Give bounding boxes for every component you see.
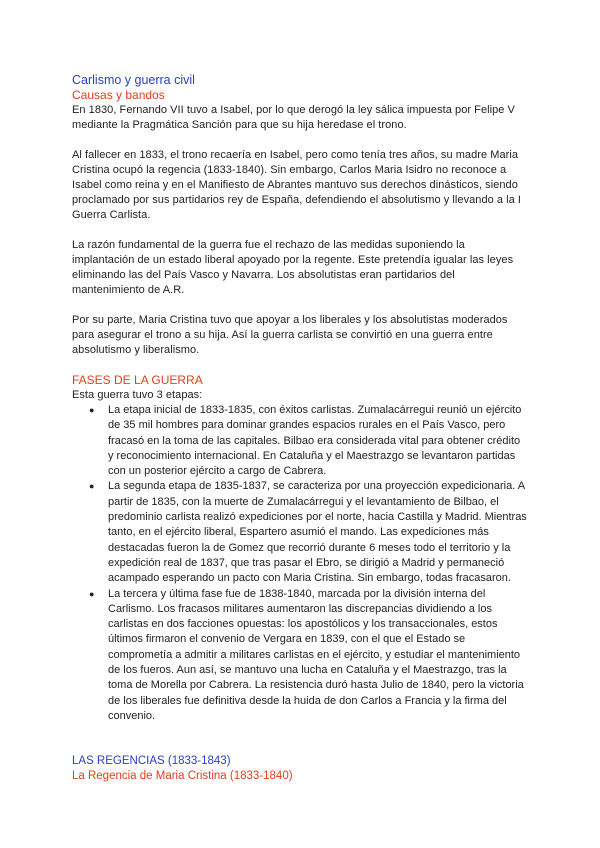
section-heading-causas: Causas y bandos	[72, 88, 165, 102]
subsection-heading-regencia: La Regencia de Maria Cristina (1833-1840)	[72, 770, 293, 783]
paragraph: En 1830, Fernando VII tuvo a Isabel, por lo que derogó la ley sálica impuesta por Felipe V mediante la Pragmática Sanción para que su hija heredase el trono.	[72, 104, 515, 131]
fases-intro: Esta guerra tuvo 3 etapas:	[72, 389, 203, 401]
paragraph: Por su parte, Maria Cristina tuvo que apoyar a los liberales y los absolutistas moderados para asegurar el trono a su hija. Así la guerra carlista se convirtió en una guerra entre absolutismo y liberalismo.	[72, 314, 508, 356]
bullet-icon: ●	[89, 588, 95, 599]
list-item-text: La tercera y última fase fue de 1838-1840, marcada por la división interna del Carlismo. Los fracasos militares aumentaron las discrepancias dividiendo a los carlistas en dos facciones opuestas: los apostólicos y los transaccionales, estos últimos firmaron el convenio de Vergara en 1839, con el que el Estado se comprometía a admitir a militares carlistas en el ejército, y estudiar el mantenimiento de los fueros. Aun así, se mantuvo una lucha en Cataluña y el Maestrazgo, tras la toma de Morella por Cabrera. La resistencia duró hasta Julio de 1840, pero la victoria de los liberales fue definitiva desde la huida de don Carlos a Francia y la firma del convenio.	[108, 587, 524, 722]
bullet-icon: ●	[89, 405, 95, 415]
paragraph: Al fallecer en 1833, el trono recaería en Isabel, pero como tenía tres años, su madre Maria Cristina ocupó la regencia (1833-1840). Sin embargo, Carlos Maria Isidro no reconoce a Isabel como reina y en el Manifiesto de Abrantes mantuvo sus derechos dinásticos, siendo proclamado por sus partidarios rey de España, defendiendo el absolutismo y llevando a la I Guerra Carlista.	[72, 149, 522, 221]
section-heading-fases: FASES DE LA GUERRA	[72, 373, 203, 387]
document-title: Carlismo y guerra civil	[72, 73, 195, 87]
fases-list	[72, 403, 528, 724]
list-item	[72, 587, 528, 725]
list-item-text: La segunda etapa de 1835-1837, se caracteriza por una proyección expedicionaria. A partir de 1835, con la muerte de Zumalacárregui y el levantamiento de Bilbao, el predominio carlista realizó expediciones por el norte, hacia Castilla y Madrid. Mientras tanto, en el ejército liberal, Espartero asumió el mando. Las expediciones más destacadas fueron la de Gomez que recorrió durante 6 meses todo el territorio y la expedición real de 1837, que tras pasar el Ebro, se dirigió a Madrid y permaneció acampado esperando un pacto con Maria Cristina. Sin embargo, todas fracasaron.	[108, 480, 527, 585]
paragraph: La razón fundamental de la guerra fue el rechazo de las medidas suponiendo la implantación de un estado liberal apoyado por la regente. Este pretendía igualar las leyes eliminando las del País Vasco y Navarra. Los absolutistas eran partidarios del mantenimiento de A.R.	[72, 239, 514, 296]
list-item	[72, 479, 528, 586]
document-page	[72, 72, 528, 784]
list-item-text: La etapa inicial de 1833-1835, con éxitos carlistas. Zumalacárregui reunió un ejército de 35 mil hombres para dominar grandes espacios rurales en el País Vasco, pero fracasó en la toma de las capitales. Bilbao era considerada vital para obtener crédito y reconocimiento internacional. En Cataluña y el Maestrazgo se levantaron partidas con un posterior ejército a cargo de Cabrera.	[108, 404, 522, 478]
bullet-icon: ●	[89, 481, 95, 492]
section-heading-regencias: LAS REGENCIAS (1833-1843)	[72, 755, 231, 768]
list-item	[72, 403, 528, 479]
